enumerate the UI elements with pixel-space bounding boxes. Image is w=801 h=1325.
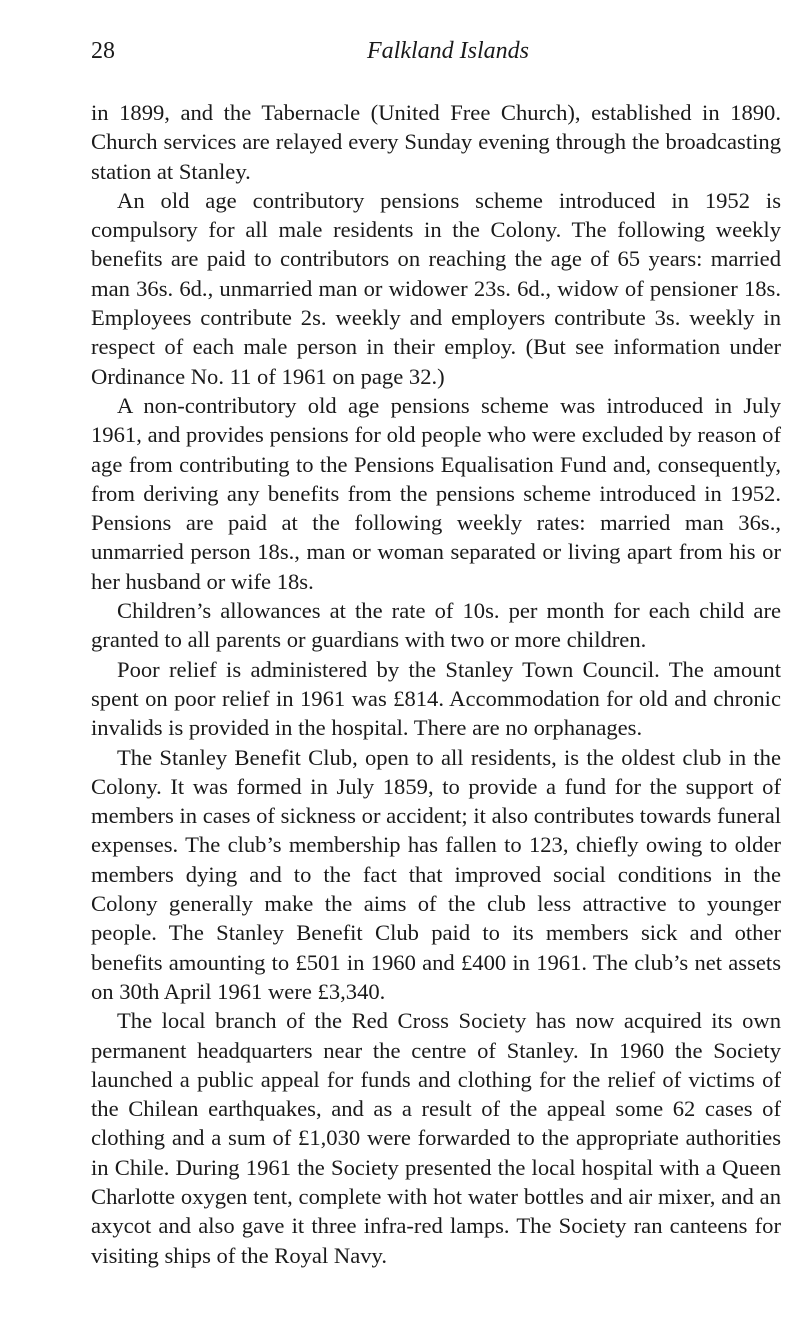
paragraph-red-cross: The local branch of the Red Cross Society has now acquired its own permanent headquarters near the centre of Stanley. In 1960 the Society launched a public appeal for funds and clothing for the relief of victims of the Chilean earthquakes, and as a result of the appeal some 62 cases of clothing and a sum of £1,030 were forwarded to the appropriate authorities in Chile. During 1961 the Society presented the local hospital with a Queen Charlotte oxygen tent, complete with hot water bottles and air mixer, and an axycot and also gave it three infra-red lamps. The Society ran canteens for visiting ships of the Royal Navy. bbox=[91, 1008, 781, 1268]
running-title: Falkland Islands bbox=[367, 38, 529, 64]
book-page bbox=[63, 38, 781, 1270]
paragraph-benefit-club: The Stanley Benefit Club, open to all residents, is the oldest club in the Colony. It was formed in July 1859, to provide a fund for the support of members in cases of sickness or accident; it also contributes towards funeral expenses. The club’s membership has fallen to 123, chiefly owing to older members dying and to the fact that improved social conditions in the Colony generally make the aims of the club less attractive to younger people. The Stanley Benefit Club paid to its members sick and other benefits amounting to £501 in 1960 and £400 in 1961. The club’s net assets on 30th April 1961 were £3,340. bbox=[91, 744, 781, 1004]
paragraph-contributory-pensions: An old age contributory pensions scheme introduced in 1952 is compulsory for all male residents in the Colony. The following weekly benefits are paid to contributors on reaching the age of 65 years: married man 36s. 6d., unmarried man or widower 23s. 6d., widow of pensioner 18s. Employees contribute 2s. weekly and employers contribute 3s. weekly in respect of each male person in their employ. (But see information under Ordinance No. 11 of 1961 on page 32.) bbox=[91, 187, 781, 389]
page-header bbox=[63, 38, 781, 78]
paragraph-church-services: in 1899, and the Tabernacle (United Free Church), established in 1890. Church services are relayed every Sunday evening through the broadcasting station at Stanley. bbox=[91, 100, 781, 184]
paragraph-childrens-allowances: Children’s allowances at the rate of 10s. per month for each child are granted to all parents or guardians with two or more children. bbox=[91, 598, 781, 653]
paragraph-non-contributory-pensions: A non-contributory old age pensions scheme was introduced in July 1961, and provides pensions for old people who were excluded by reason of age from contributing to the Pensions Equalisation Fund and, consequently, from deriving any benefits from the pensions scheme introduced in 1952. Pensions are paid at the following weekly rates: married man 36s., unmarried person 18s., man or woman separated or living apart from his or her husband or wife 18s. bbox=[91, 392, 781, 594]
page-number: 28 bbox=[91, 38, 115, 64]
body-text bbox=[63, 98, 781, 1270]
paragraph-poor-relief: Poor relief is administered by the Stanley Town Council. The amount spent on poor relief in 1961 was £814. Accommodation for old and chronic invalids is provided in the hospital. There are no orphanages. bbox=[91, 656, 781, 741]
